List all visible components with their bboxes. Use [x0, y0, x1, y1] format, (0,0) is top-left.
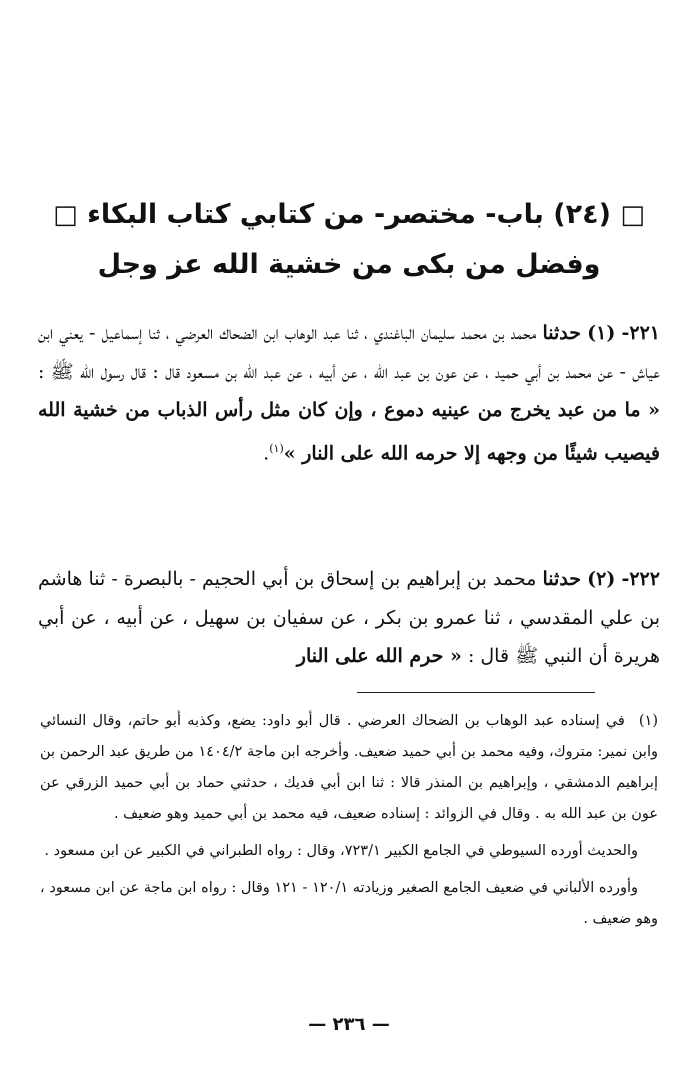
footnotes-section: [40, 706, 658, 935]
hadith-221: [38, 314, 660, 472]
hadith-matn: « حرم الله على النار: [296, 645, 462, 667]
footnote-1: [40, 706, 658, 830]
hadith-number: ٢٢١-: [621, 322, 660, 344]
footnote-paragraph-2: والحديث أورده السيوطي في الجامع الكبير ٧٢٣/١، وقال : رواه الطبراني في الكبير عن ابن مسعود .: [44, 843, 638, 859]
hadith-end-mark: .: [263, 441, 270, 464]
hadith-sub-number: (١): [587, 322, 616, 344]
hadith-isnad: محمد بن إبراهيم بن إسحاق بن أبي الحجيم - بالبصرة - ثنا هاشم بن علي المقدسي ، ثنا عمرو بن بكر ، عن سفيان بن سهيل ، عن أبيه ، عن أبي هريرة أن النبي ﷺ قال :: [38, 568, 660, 667]
chapter-heading: [40, 190, 658, 290]
footnote-1-text: في إسناده عبد الوهاب بن الضحاك العرضي . قال أبو داود: يضع، وكذبه أبو حاتم، وقال النسائي وابن نمير: متروك، وفيه محمد بن أبي حميد ضعيف. وأخرجه ابن ماجة ١٤٠٤/٢ من طريق عبد الرحمن بن إبراهيم الدمشقي ، وإبراهيم بن المنذر قالا : ثنا ابن أبي فديك ، حدثني حماد بن أبي حميد الزرقي عن عون بن عبد الله به . وقال في الزوائد : إسناده ضعيف، فيه محمد بن أبي حميد وهو ضعيف .: [40, 713, 658, 822]
hadith-sub-number: (٢): [587, 568, 616, 590]
hadith-222: [38, 560, 660, 676]
box-ornament-left: □: [53, 200, 78, 230]
chapter-title-text-2: وفضل من بكى من خشية الله عز وجل: [97, 249, 601, 280]
footnote-number: (١): [638, 713, 658, 729]
hadith-isnad: محمد بن محمد سليمان الباغندي ، ثنا عبد الوهاب ابن الضحاك العرضي ، ثنا إسماعيل - يعني ابن عياش - عن محمد بن أبي حميد ، عن عون بن عبد الله ، عن أبيه ، عن عبد الله بن مسعود قال : قال رسول الله ﷺ :: [38, 322, 660, 383]
hadith-matn: « ما من عبد يخرج من عينيه دموع ، وإن كان مثل رأس الذباب من خشية الله فيصيب شيئًا من وجهه إلا حرمه الله على النار »: [38, 399, 660, 464]
hadith-lead-word: حدثنا: [542, 568, 582, 590]
hadith-lead-word: حدثنا: [542, 322, 581, 344]
footnote-separator: [357, 692, 595, 693]
page-number: — ٢٣٦ —: [308, 1014, 390, 1035]
chapter-heading-line-1: [40, 190, 658, 240]
chapter-title-text-1: (٢٤) باب- مختصر- من كتابي كتاب البكاء: [87, 199, 611, 230]
hadith-number: ٢٢٢-: [621, 568, 660, 590]
footnote-reference[interactable]: (١): [269, 441, 284, 455]
box-ornament-right: □: [620, 200, 645, 230]
footnote-paragraph-3: وأورده الألباني في ضعيف الجامع الصغير وزيادته ١٢٠/١ - ١٢١ وقال : رواه ابن ماجة عن ابن مسعود ، وهو ضعيف .: [40, 880, 658, 927]
